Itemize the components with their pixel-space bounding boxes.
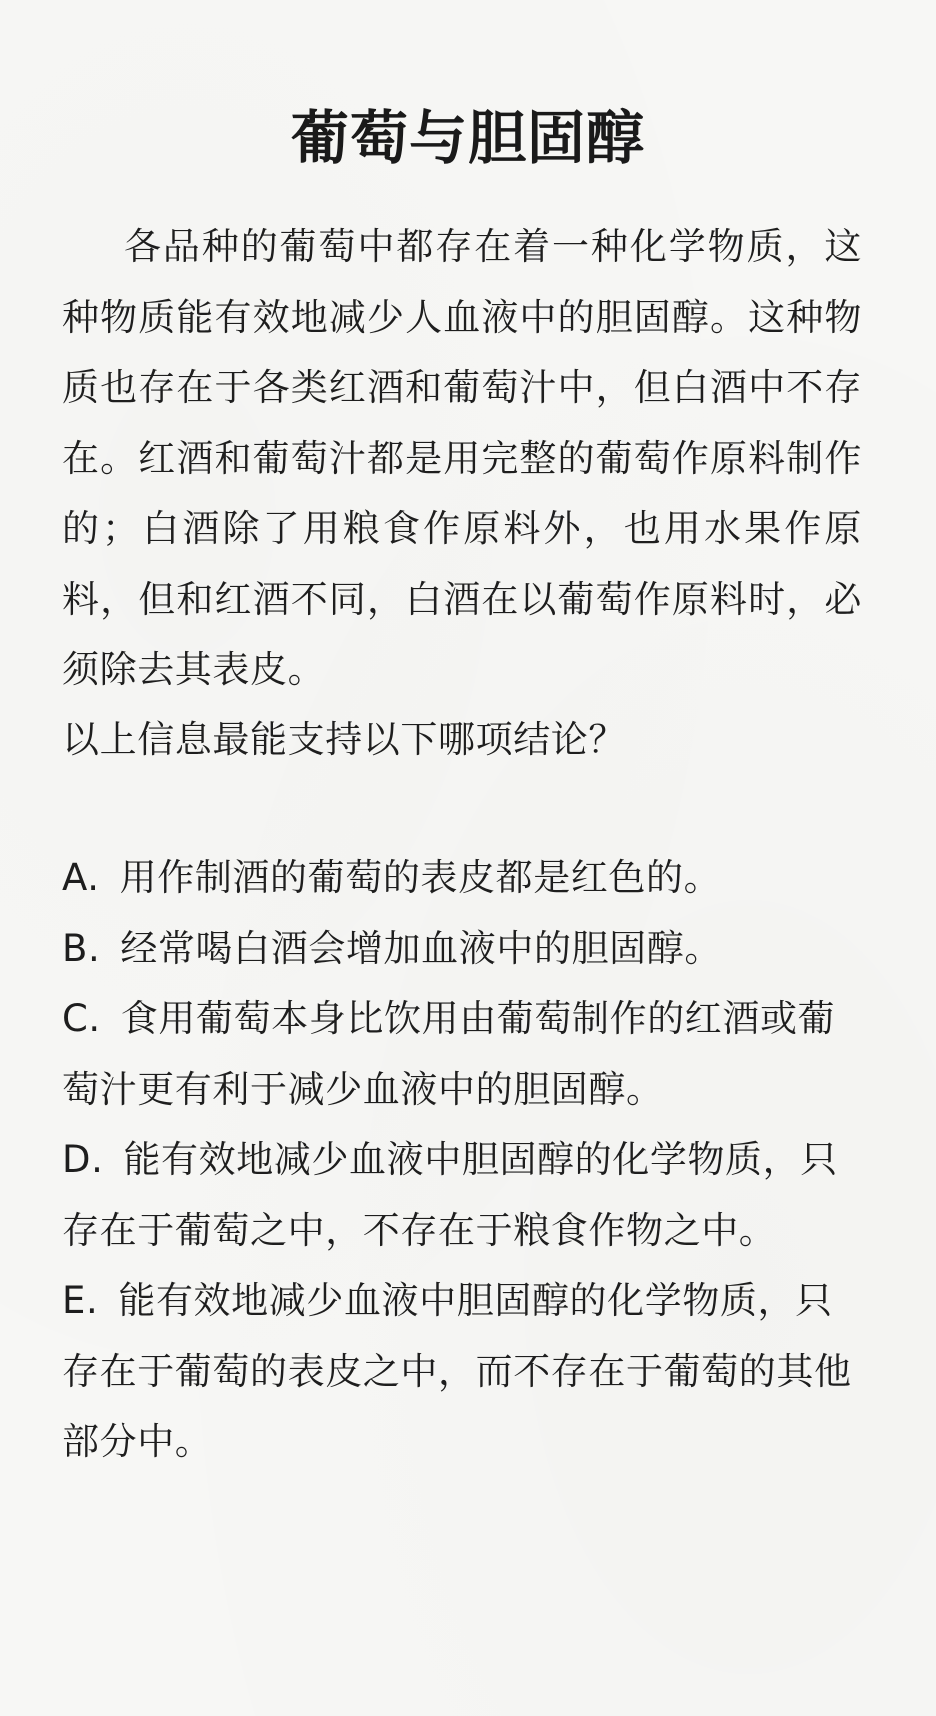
- options-list: [62, 843, 862, 1478]
- option-text: 用作制酒的葡萄的表皮都是红色的。: [119, 856, 722, 899]
- option-text: 食用葡萄本身比饮用由葡萄制作的红酒或葡萄汁更有利于减少血液中的胆固醇。: [62, 997, 836, 1111]
- option-letter: A.: [62, 856, 100, 899]
- option-letter: E.: [62, 1279, 99, 1322]
- option-e: [62, 1266, 862, 1478]
- option-letter: B.: [62, 926, 101, 970]
- option-d: [62, 1125, 862, 1266]
- option-text: 能有效地减少血液中胆固醇的化学物质，只存在于葡萄的表皮之中，而不存在于葡萄的其他部分中。: [62, 1279, 852, 1463]
- option-text: 经常喝白酒会增加血液中的胆固醇。: [120, 926, 722, 970]
- option-letter: D.: [62, 1138, 104, 1181]
- page-title: 葡萄与胆固醇: [290, 104, 645, 172]
- option-a: [62, 843, 862, 914]
- passage-text: 各品种的葡萄中都存在着一种化学物质，这种物质能有效地减少人血液中的胆固醇。这种物质也存在于各类红酒和葡萄汁中，但白酒中不存在。红酒和葡萄汁都是用完整的葡萄作原料制作的；白酒除了用粮食作原料外，也用水果作原料，但和红酒不同，白酒在以葡萄作原料时，必须除去其表皮。: [62, 225, 862, 691]
- question-text: 以上信息最能支持以下哪项结论？: [62, 718, 626, 761]
- option-text: 能有效地减少血液中胆固醇的化学物质，只存在于葡萄之中，不存在于粮食作物之中。: [62, 1138, 838, 1252]
- option-c: [62, 984, 862, 1125]
- option-letter: C.: [62, 997, 101, 1040]
- option-b: [62, 914, 862, 985]
